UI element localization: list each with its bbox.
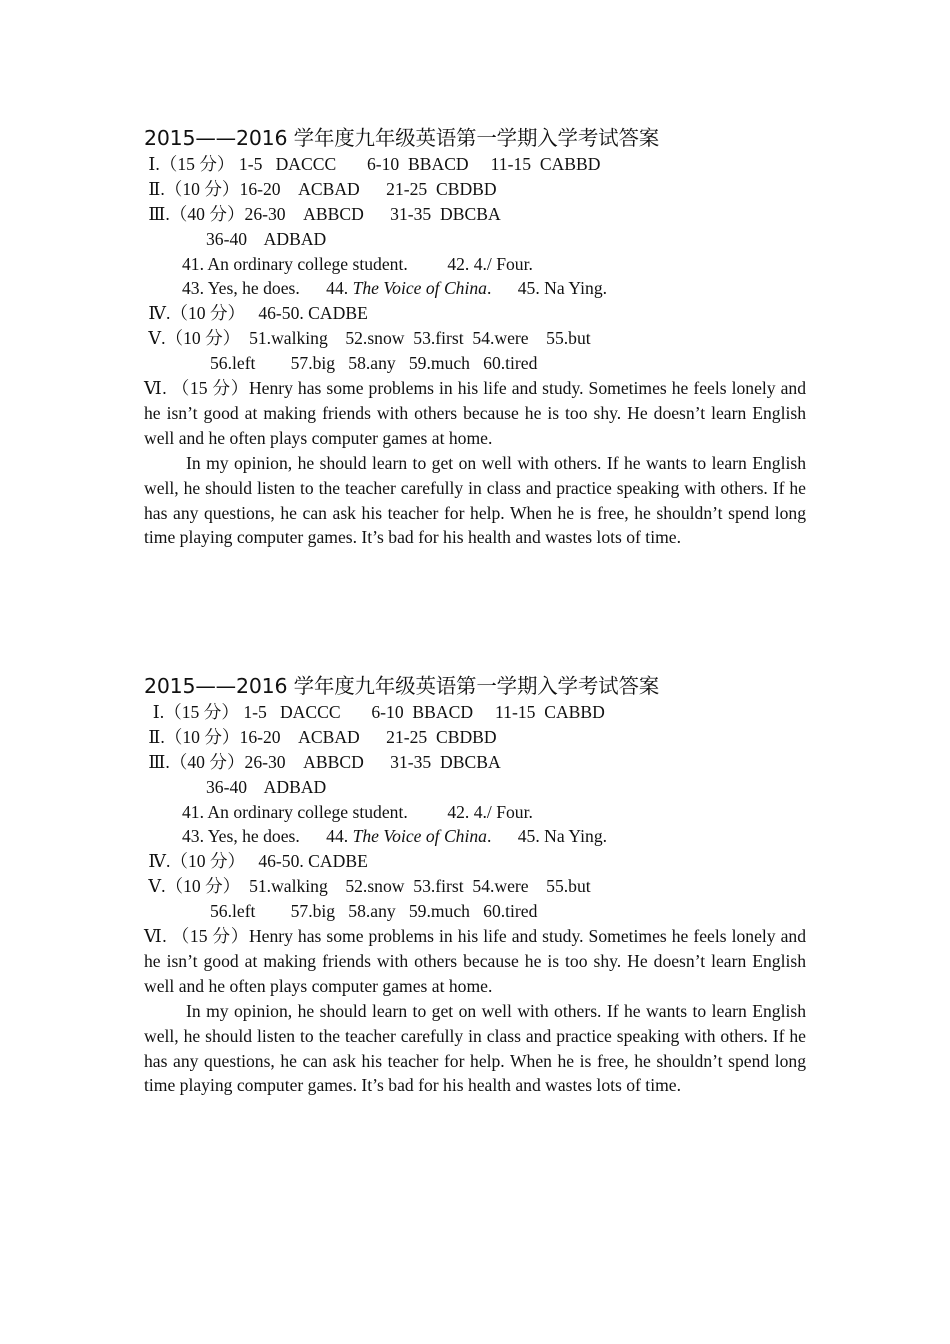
- section-1-answers: Ⅰ.（15 分） 1-5 DACCC 6-10 BBACD 11-15 CABBD: [144, 702, 605, 722]
- section-2-answers: Ⅱ.（10 分）16-20 ACBAD 21-25 CBDBD: [144, 726, 497, 747]
- answers-43-44-text: 43. Yes, he does. 44.: [182, 826, 353, 847]
- answers-43-45: [144, 824, 806, 849]
- section-4-answers: Ⅳ.（10 分） 46-50. CADBE: [144, 303, 368, 324]
- section-6-paragraph-2: In my opinion, he should learn to get on well with others. If he wants to learn English well, he should listen to the teacher carefully in class and practice speaking with others. If he has any questions, he can ask his teacher for help. When he is free, he shouldn’t spend long time playing computer games. It’s bad for his health and wastes lots of time.: [144, 1000, 806, 1096]
- section-6-paragraph-2: In my opinion, he should learn to get on well with others. If he wants to learn English well, he should listen to the teacher carefully in class and practice speaking with others. If he has any questions, he can ask his teacher for help. When he is free, he shouldn’t spend long time playing computer games. It’s bad for his health and wastes lots of time.: [144, 452, 806, 548]
- section-4-answers: Ⅳ.（10 分） 46-50. CADBE: [144, 851, 368, 872]
- section-3-answers-continued: 36-40 ADBAD: [206, 776, 327, 797]
- answers-41-42: 41. An ordinary college student. 42. 4./ Four.: [182, 801, 533, 822]
- answer-key-copy-1: [144, 124, 806, 550]
- section-5-answers-continued: 56.left 57.big 58.any 59.much 60.tired: [210, 901, 538, 922]
- answer-key-copy-2: [144, 672, 806, 1098]
- answer-44-title: The Voice of China: [352, 278, 487, 299]
- section-3-answers: Ⅲ.（40 分）26-30 ABBCD 31-35 DBCBA: [144, 751, 501, 772]
- answers-41-42: 41. An ordinary college student. 42. 4./ Four.: [182, 253, 533, 274]
- section-6-paragraph-1: Ⅵ. （15 分）Henry has some problems in his life and study. Sometimes he feels lonely and he isn’t good at making friends with others because he is too shy. He doesn’t learn English well and he often plays computer games at home.: [144, 926, 806, 996]
- answer-44-title: The Voice of China: [352, 826, 487, 847]
- section-3-answers-continued: 36-40 ADBAD: [206, 228, 327, 249]
- section-5-answers-continued: 56.left 57.big 58.any 59.much 60.tired: [210, 353, 538, 374]
- answer-key-title: 2015——2016 学年度九年级英语第一学期入学考试答案: [144, 674, 660, 698]
- section-5-answers: Ⅴ.（10 分） 51.walking 52.snow 53.first 54.were 55.but: [144, 876, 591, 897]
- answer-45-text: . 45. Na Ying.: [486, 826, 608, 847]
- answer-key-title: 2015——2016 学年度九年级英语第一学期入学考试答案: [144, 126, 660, 150]
- answers-43-45: [144, 276, 806, 301]
- section-2-answers: Ⅱ.（10 分）16-20 ACBAD 21-25 CBDBD: [144, 178, 497, 199]
- section-1-answers: Ⅰ.（15 分） 1-5 DACCC 6-10 BBACD 11-15 CABBD: [144, 154, 601, 174]
- section-3-answers: Ⅲ.（40 分）26-30 ABBCD 31-35 DBCBA: [144, 203, 501, 224]
- answer-45-text: . 45. Na Ying.: [486, 278, 608, 299]
- answers-43-44-text: 43. Yes, he does. 44.: [182, 278, 353, 299]
- section-5-answers: Ⅴ.（10 分） 51.walking 52.snow 53.first 54.were 55.but: [144, 328, 591, 349]
- section-6-paragraph-1: Ⅵ. （15 分）Henry has some problems in his life and study. Sometimes he feels lonely and he isn’t good at making friends with others because he is too shy. He doesn’t learn English well and he often plays computer games at home.: [144, 378, 806, 448]
